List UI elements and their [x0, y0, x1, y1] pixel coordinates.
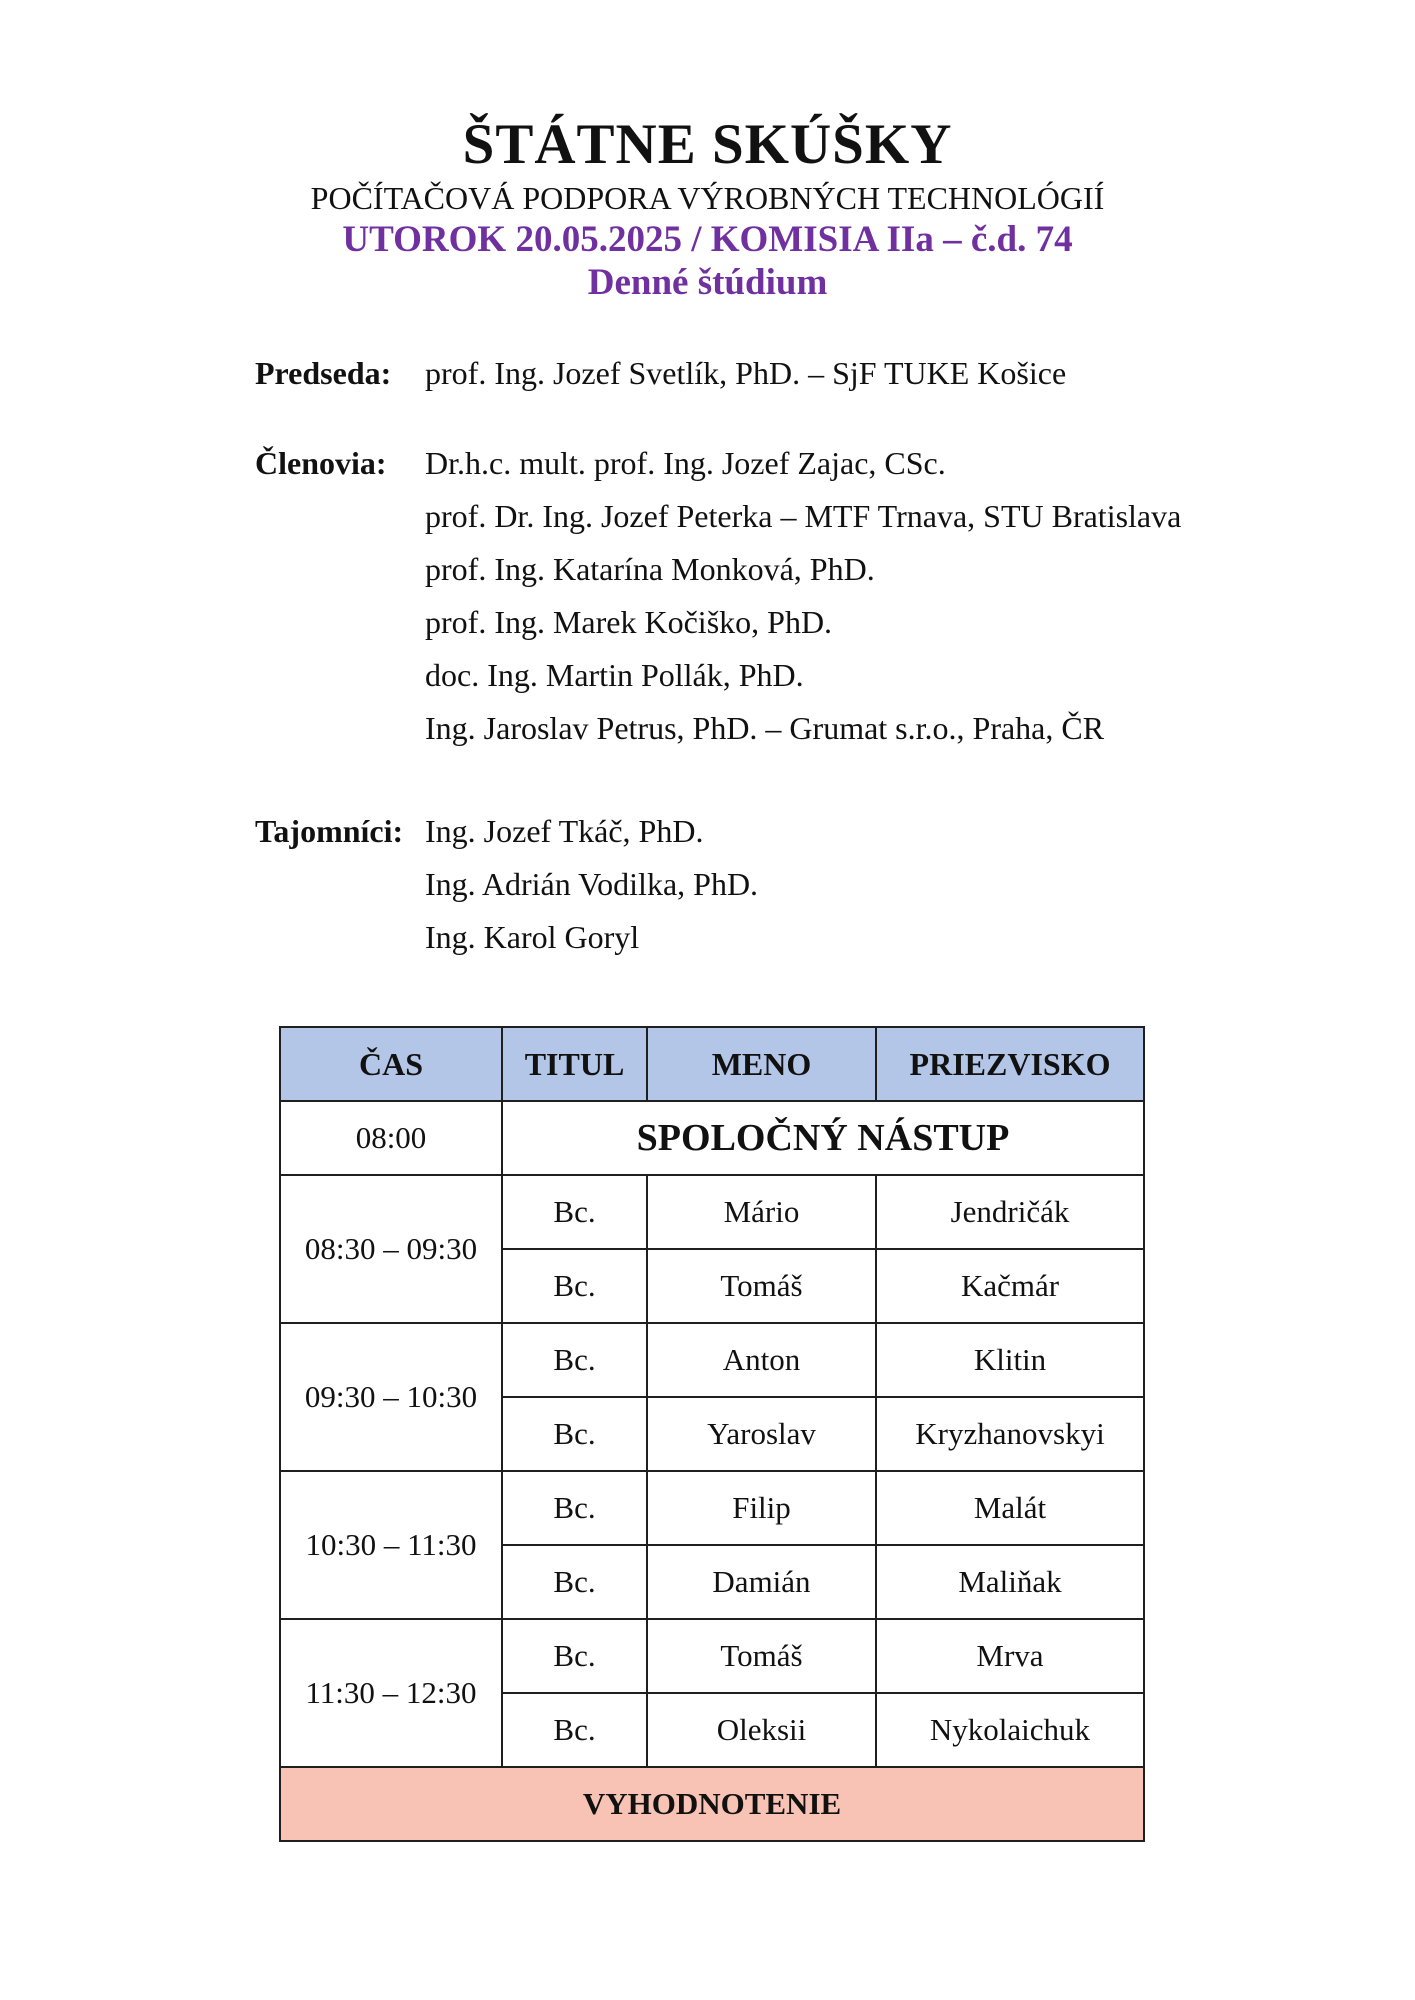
student-last-name: Nykolaichuk [876, 1693, 1144, 1767]
slot-time: 08:30 – 09:30 [280, 1175, 502, 1323]
secretaries-label: Tajomníci: [255, 813, 404, 849]
student-first-name: Filip [647, 1471, 876, 1545]
member-name: Ing. Jaroslav Petrus, PhD. – Grumat s.r.o., Praha, ČR [425, 710, 1105, 746]
student-title: Bc. [502, 1323, 647, 1397]
study-type: Denné štúdium [587, 262, 828, 303]
student-first-name: Yaroslav [647, 1397, 876, 1471]
table-header-row [280, 1027, 1144, 1101]
student-last-name: Jendričák [876, 1175, 1144, 1249]
student-first-name: Mário [647, 1175, 876, 1249]
column-header-first-name: MENO [647, 1027, 876, 1101]
opening-label: SPOLOČNÝ NÁSTUP [502, 1101, 1144, 1175]
column-header-time: ČAS [280, 1027, 502, 1101]
student-first-name: Anton [647, 1323, 876, 1397]
secretary-name: Ing. Karol Goryl [425, 919, 640, 955]
member-name: prof. Dr. Ing. Jozef Peterka – MTF Trnava, STU Bratislava [425, 498, 1182, 534]
member-name: prof. Ing. Marek Kočiško, PhD. [425, 604, 833, 640]
slot-time: 11:30 – 12:30 [280, 1619, 502, 1767]
opening-time: 08:00 [280, 1101, 502, 1175]
student-last-name: Klitin [876, 1323, 1144, 1397]
secretary-name: Ing. Jozef Tkáč, PhD. [425, 813, 704, 849]
student-last-name: Malát [876, 1471, 1144, 1545]
members-label: Členovia: [255, 445, 387, 481]
secretary-name: Ing. Adrián Vodilka, PhD. [425, 866, 759, 902]
student-last-name: Mrva [876, 1619, 1144, 1693]
student-title: Bc. [502, 1545, 647, 1619]
student-first-name: Tomáš [647, 1619, 876, 1693]
date-commission-line: UTOROK 20.05.2025 / KOMISIA IIa – č.d. 74 [342, 219, 1073, 260]
opening-row [280, 1101, 1144, 1175]
column-header-title: TITUL [502, 1027, 647, 1101]
student-title: Bc. [502, 1619, 647, 1693]
document-header [0, 112, 1415, 304]
member-name: prof. Ing. Katarína Monková, PhD. [425, 551, 875, 587]
student-title: Bc. [502, 1249, 647, 1323]
student-first-name: Damián [647, 1545, 876, 1619]
table-row [280, 1323, 1144, 1397]
chair-label: Predseda: [255, 355, 392, 391]
student-title: Bc. [502, 1175, 647, 1249]
evaluation-label: VYHODNOTENIE [280, 1767, 1144, 1841]
program-name: POČÍTAČOVÁ PODPORA VÝROBNÝCH TECHNOLÓGIÍ [310, 180, 1105, 216]
student-last-name: Maliňak [876, 1545, 1144, 1619]
slot-time: 09:30 – 10:30 [280, 1323, 502, 1471]
slot-time: 10:30 – 11:30 [280, 1471, 502, 1619]
student-title: Bc. [502, 1693, 647, 1767]
table-row [280, 1471, 1144, 1545]
student-title: Bc. [502, 1471, 647, 1545]
member-name: Dr.h.c. mult. prof. Ing. Jozef Zajac, CSc. [425, 445, 946, 481]
schedule-table [279, 1026, 1145, 1842]
student-last-name: Kačmár [876, 1249, 1144, 1323]
student-first-name: Tomáš [647, 1249, 876, 1323]
student-last-name: Kryzhanovskyi [876, 1397, 1144, 1471]
table-row [280, 1619, 1144, 1693]
table-row [280, 1175, 1144, 1249]
chair-name: prof. Ing. Jozef Svetlík, PhD. – SjF TUKE Košice [425, 355, 1067, 391]
student-first-name: Oleksii [647, 1693, 876, 1767]
student-title: Bc. [502, 1397, 647, 1471]
closing-row [280, 1767, 1144, 1841]
column-header-last-name: PRIEZVISKO [876, 1027, 1144, 1101]
page-title: ŠTÁTNE SKÚŠKY [462, 113, 953, 176]
member-name: doc. Ing. Martin Pollák, PhD. [425, 657, 804, 693]
